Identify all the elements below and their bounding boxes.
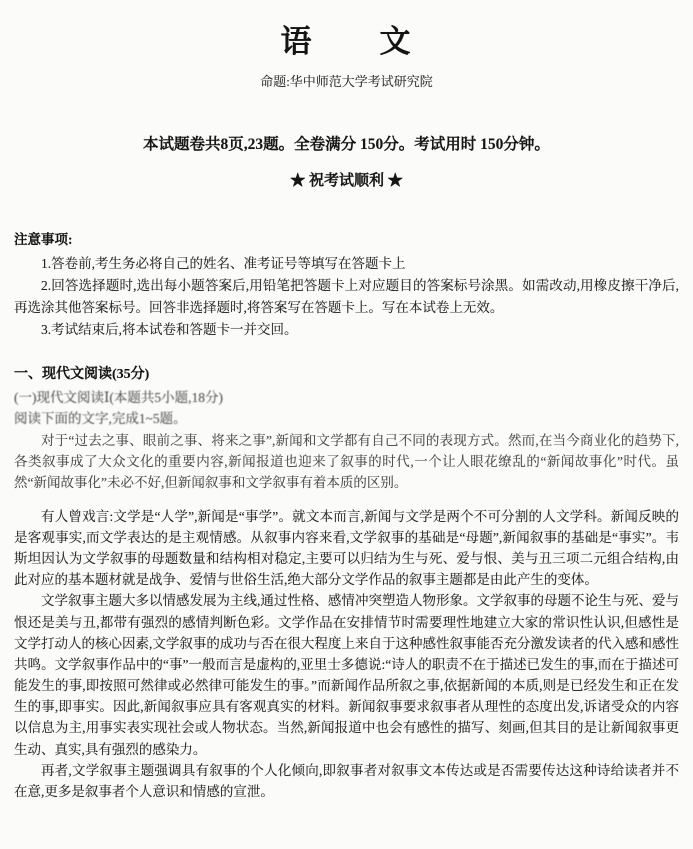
modern-text-reading-section [14, 364, 679, 802]
section-heading: 一、现代文阅读(35分) [14, 367, 150, 383]
reading-paragraph-2: 有人曾戏言:文学是“人学”,新闻是“事学”。就文本而言,新闻与文学是两个不可分割的人文学科。新闻反映的是客观事实,而文学表达的是主观情感。从叙事内容来看,文学叙事的基础是“母题”,新闻叙事的基础是“事实”。韦斯坦因认为文学叙事的母题数量和结构相对稳定,主要可以归结为生与死、爱与恨、美与丑三项二元组合结构,由此对应的基本题材就是战争、爱情与世俗生活,绝大部分文学作品的叙事主题都是由此产生的变体。 [14, 508, 679, 588]
reading-paragraph-1: 对于“过去之事、眼前之事、将来之事”,新闻和文学都有自己不同的表现方式。然而,在当今商业化的趋势下,各类叙事成了大众文化的重要内容,新闻报道也迎来了叙事的时代,一个让人眼花缭乱的“新闻故事化”时代。虽然“新闻故事化”未必不好,但新闻叙事和文学叙事有着本质的区别。 [14, 433, 679, 491]
paper-title: 语 文 [280, 24, 413, 59]
paper-author-line: 命题:华中师范大学考试研究院 [260, 74, 433, 89]
exam-blessing: ★ 祝考试顺利 ★ [290, 173, 403, 189]
notice-block [14, 228, 679, 340]
notice-item-3: 3.考试结束后,将本试卷和答题卡一并交回。 [41, 321, 298, 337]
reading-paragraph-4: 再者,文学叙事主题强调具有叙事的个人化倾向,即叙事者对叙事文本传达或是否需要传达这种诗给读者并不在意,更多是叙事者个人意识和情感的宣泄。 [14, 762, 679, 800]
notice-item-1: 1.答卷前,考生务必将自己的姓名、准考证号等填写在答题卡上 [41, 256, 406, 271]
notice-heading: 注意事项: [14, 232, 73, 247]
reading-paragraph-3: 文学叙事主题大多以情感发展为主线,通过性格、感情冲突塑造人物形象。文学叙事的母题不论生与死、爱与恨还是美与丑,都带有强烈的感情判断色彩。文学作品在安排情节时需要理性地建立大家的常识性认识,但感性是文学打动人的核心因素,文学叙事的成功与否在很大程度上来自于这种感性叙事能否充分激发读者的代入感和感性共鸣。文学叙事作品中的“事”一般而言是虚构的,亚里士多德说:“诗人的职责不在于描述已发生的事,而在于描述可能发生的事,即按照可然律或必然律可能发生的事。”而新闻作品所叙之事,依据新闻的本质,则是已经发生和正在发生的事,即事实。因此,新闻叙事应具有客观真实的材料。新闻叙事要求叙事者从理性的态度出发,诉诸受众的内容以信息为主,用事实表实现社会或人物状态。当然,新闻报道中也会有感性的描写、刻画,但其目的是让新闻叙事更生动、真实,具有强烈的感染力。 [14, 593, 679, 757]
exam-info-line: 本试题卷共8页,23题。全卷满分 150分。考试用时 150分钟。 [143, 136, 550, 153]
notice-item-2: 2.回答选择题时,选出每小题答案后,用铅笔把答题卡上对应题目的答案标号涂黑。如需改动,用橡皮擦干净后,再选涂其他答案标号。回答非选择题时,将答案写在答题卡上。写在本试卷上无效。 [14, 277, 679, 315]
section-instruction: 阅读下面的文字,完成1~5题。 [14, 411, 187, 427]
section-subheading: (一)现代文阅读Ⅰ(本题共5小题,18分) [14, 389, 223, 405]
